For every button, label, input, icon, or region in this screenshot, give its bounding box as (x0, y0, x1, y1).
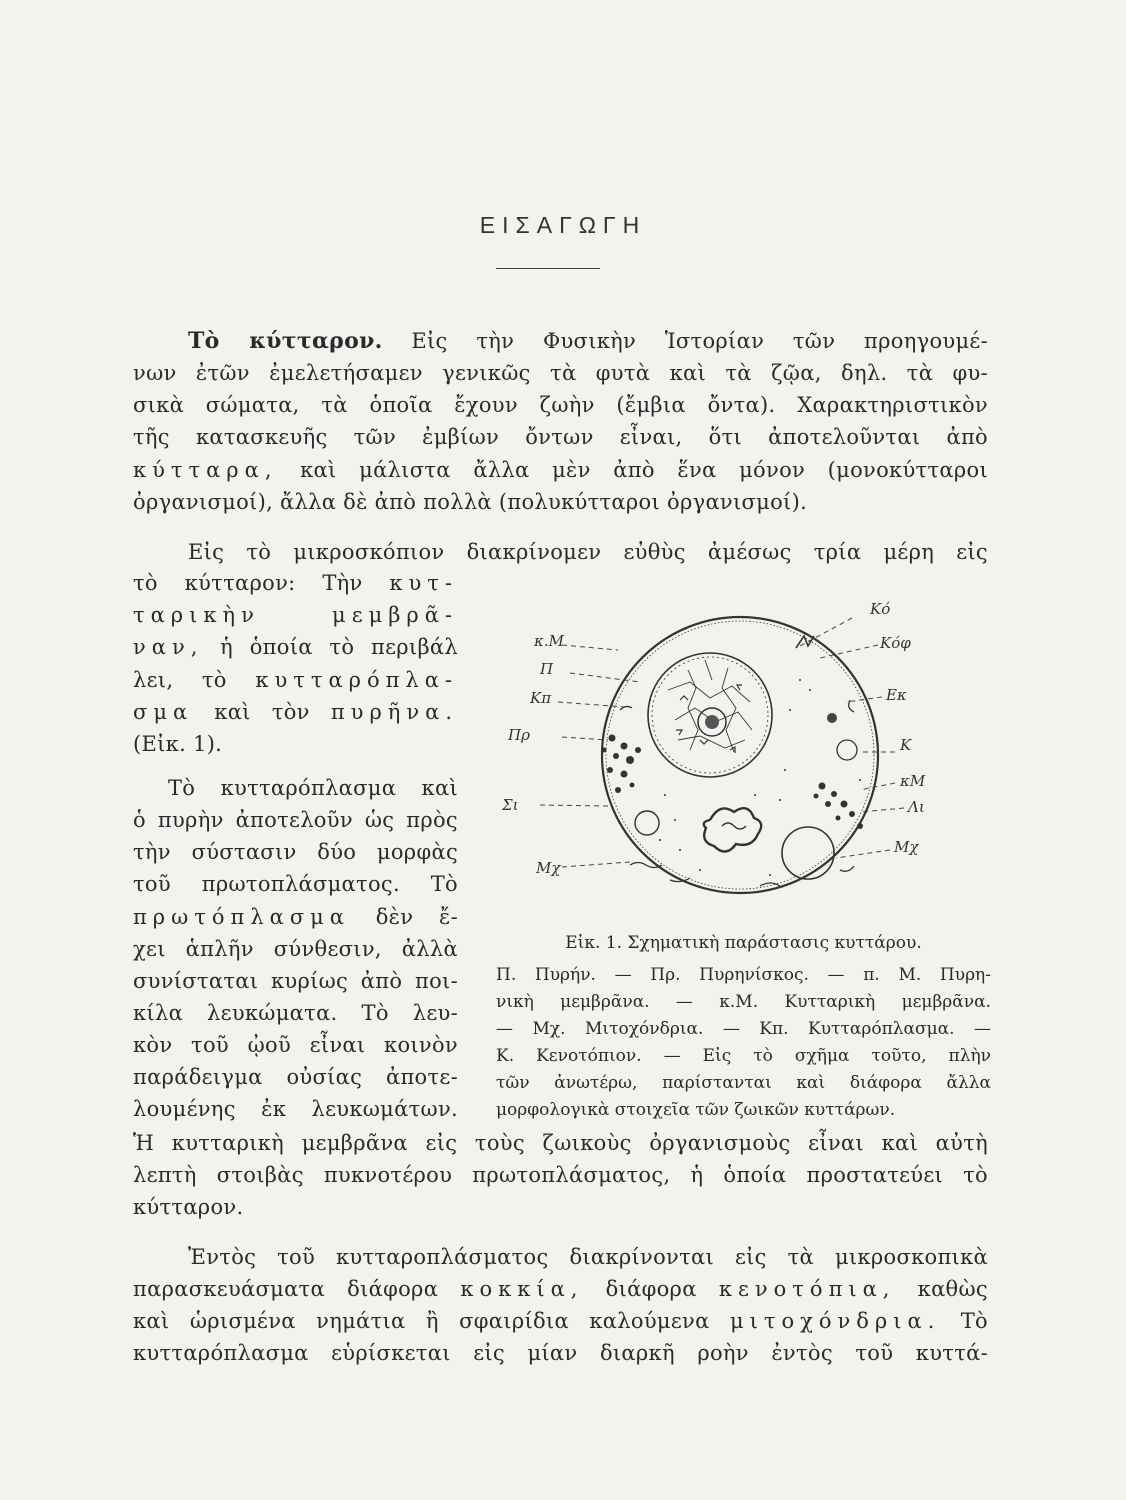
label-mx2: Μχ (894, 838, 919, 856)
label-sigma: Σι (502, 796, 519, 814)
label-mx: Μχ (536, 859, 561, 877)
label-ek: Εκ (886, 686, 907, 704)
text-line: λεπτὴ στοιβὰς πυκνοτέρου πρωτοπλάσματος, ἡ ὁποία προστατεύει τὸ (133, 1163, 988, 1187)
label-kp: Κπ (530, 689, 552, 707)
text-line: κυτταρόπλασμα εὑρίσκεται εἰς μίαν διαρκῆ ροὴν ἐντὸς τοῦ κυττά- (133, 1341, 988, 1365)
cell-drawing (602, 617, 879, 893)
label-lambda: Λι (908, 798, 925, 816)
text-line: ναν, ἡ ὁποία τὸ περιβάλ (133, 635, 458, 659)
figure-caption-line: μορφολογικὰ στοιχεῖα τῶν ζωικῶν κυττάρων. (496, 1100, 896, 1120)
label-pr: Πρ (508, 726, 530, 744)
text-line: τὸ κύτταρον: Τὴν κυτ- (133, 571, 458, 595)
leader-lines (540, 618, 904, 867)
label-kof: Κόφ (880, 634, 911, 652)
text-line: παράδειγμα οὐσίας ἀποτε- (133, 1065, 458, 1089)
cell-diagram (500, 590, 970, 920)
label-k: Κ (900, 736, 912, 754)
text-line: κύτταρον. (133, 1195, 244, 1219)
text-line: Ἐντὸς τοῦ κυτταροπλάσματος διακρίνονται εἰς τὰ μικροσκοπικὰ (188, 1245, 988, 1269)
text-line: τῆς κατασκευῆς τῶν ἐμβίων ὄντων εἶναι, ὅτι ἀποτελοῦνται ἀπὸ (133, 425, 988, 449)
text-line: κύτταρα, καὶ μάλιστα ἄλλα μὲν ἀπὸ ἕνα μόνον (μονοκύτταροι (133, 458, 988, 482)
page-title: ΕΙΣΑΓΩΓΗ (479, 212, 647, 238)
figure-caption-line: Π. Πυρήν. — Πρ. Πυρηνίσκος. — π. Μ. Πυρη- (496, 965, 991, 985)
label-ko: Κό (870, 600, 891, 618)
label-km2: κΜ (900, 772, 926, 790)
text-line: λει, τὸ κυτταρόπλα- (133, 668, 458, 692)
text-line: ὁ πυρὴν ἀποτελοῦν ὡς πρὸς (133, 808, 458, 832)
label-p: Π (540, 660, 554, 678)
section-lead: Τὸ κύτταρον. (188, 328, 383, 354)
text-line: λουμένης ἐκ λευκωμάτων. (133, 1097, 458, 1121)
figure-caption-line: νικὴ μεμβρᾶνα. — κ.Μ. Κυτταρικὴ μεμβρᾶνα. (496, 992, 991, 1012)
figure-labels (501, 600, 926, 877)
text-line: τὴν σύστασιν δύο μορφὰς (133, 840, 458, 864)
text-line: Τὸ κυτταρόπλασμα καὶ (168, 776, 458, 800)
text-line: Εἰς τὸ μικροσκόπιον διακρίνομεν εὐθὺς ἀμέσως τρία μέρη εἰς (188, 540, 988, 564)
text-line: πρωτόπλασμα δὲν ἔ- (133, 905, 458, 929)
text-line: χει ἁπλῆν σύνθεσιν, ἀλλὰ (133, 937, 458, 961)
figure-caption-title: Εἰκ. 1. Σχηματικὴ παράστασις κυττάρου. (565, 933, 922, 953)
figure-caption-line: Κ. Κενοτόπιον. — Εἰς τὸ σχῆμα τοῦτο, πλὴν (496, 1046, 991, 1066)
label-km: κ.Μ (534, 632, 564, 650)
text-line: κίλα λευκώματα. Τὸ λευ- (133, 1001, 458, 1025)
figure-caption-line: — Μχ. Μιτοχόνδρια. — Κπ. Κυτταρόπλασμα. — (496, 1019, 991, 1039)
text-line: τοῦ πρωτοπλάσματος. Τὸ (133, 872, 458, 896)
text-line: Ἡ κυτταρικὴ μεμβρᾶνα εἰς τοὺς ζωικοὺς ὀργανισμοὺς εἶναι καὶ αὐτὴ (133, 1131, 988, 1155)
text-line: παρασκευάσματα διάφορα κοκκία, διάφορα κενοτόπια, καθὼς (133, 1277, 988, 1301)
title-rule (496, 268, 600, 269)
text-line: καὶ ὡρισμένα νημάτια ἢ σφαιρίδια καλούμενα μιτοχόνδρια. Τὸ (133, 1309, 988, 1333)
text-line: ὀργανισμοί), ἄλλα δὲ ἀπὸ πολλὰ (πολυκύτταροι ὀργανισμοί). (133, 490, 808, 514)
text-line: σικὰ σώματα, τὰ ὁποῖα ἔχουν ζωὴν (ἔμβια ὄντα). Χαρακτηριστικὸν (133, 393, 988, 417)
text-line: συνίσταται κυρίως ἀπὸ ποι- (133, 969, 458, 993)
text-line: σμα καὶ τὸν πυρῆνα. (133, 700, 458, 724)
text-line: νων ἐτῶν ἐμελετήσαμεν γενικῶς τὰ φυτὰ καὶ τὰ ζῷα, δηλ. τὰ φυ- (133, 361, 988, 385)
text-line: Τὸ κύτταρον. Εἰς τὴν Φυσικὴν Ἱστορίαν τῶν προηγουμέ- (188, 328, 989, 354)
text-line: ταρικὴν μεμβρᾶ- (133, 603, 458, 627)
text-line: (Εἰκ. 1). (133, 732, 223, 756)
text-line: κὸν τοῦ ᾠοῦ εἶναι κοινὸν (133, 1033, 458, 1057)
figure-caption-line: τῶν ἀνωτέρω, παρίστανται καὶ διάφορα ἄλλα (496, 1073, 991, 1093)
